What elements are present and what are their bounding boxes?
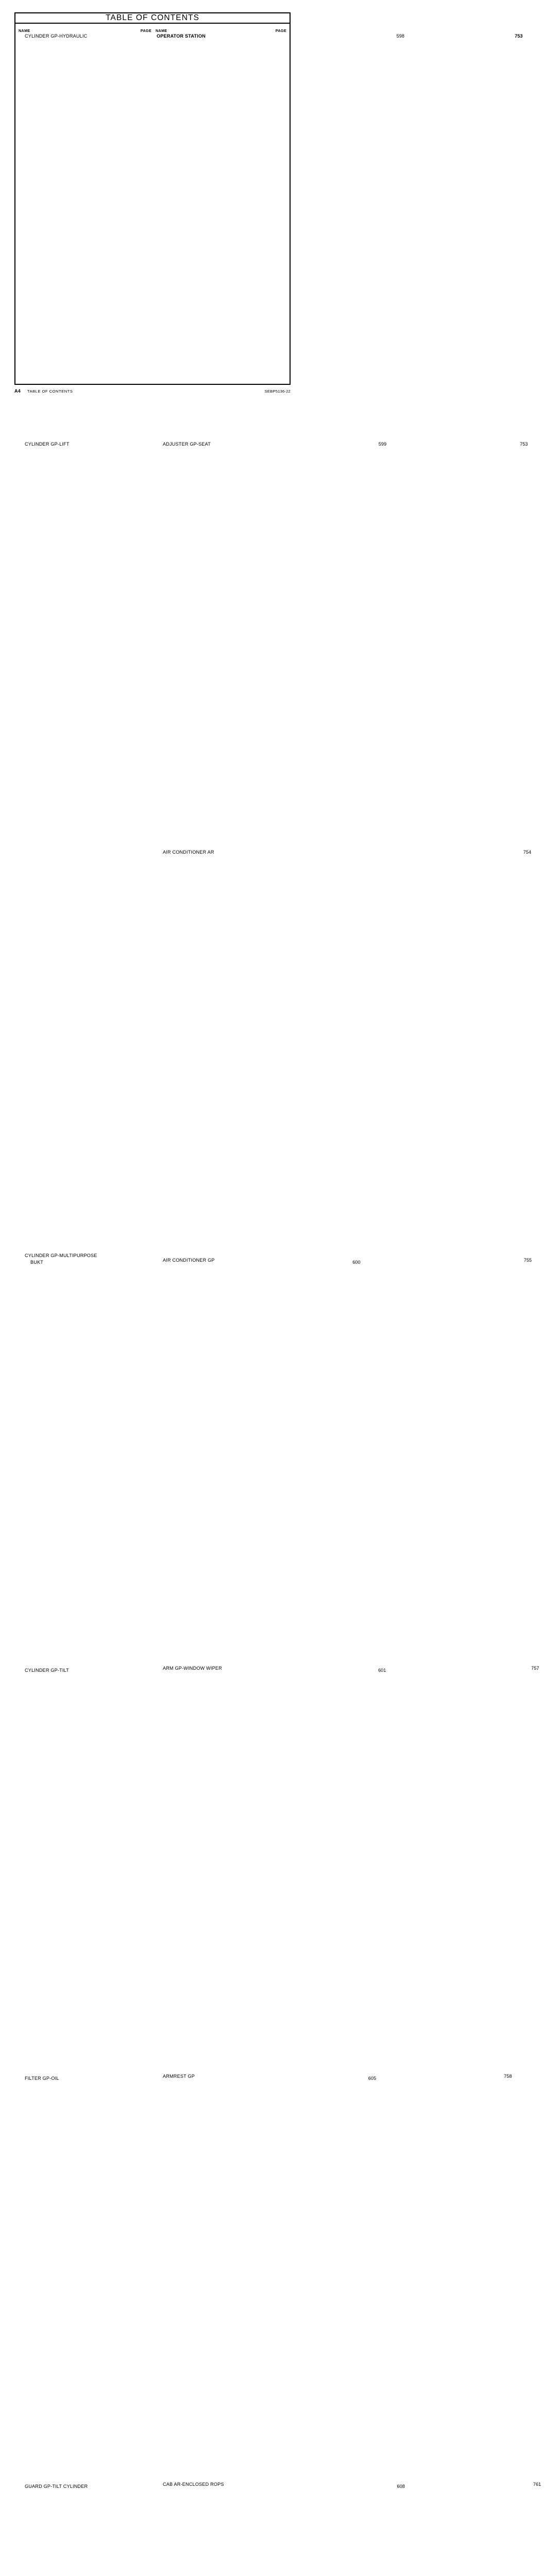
toc-entry-page-number: 755 [523, 1258, 532, 1263]
toc-entry-page-number: 600 [352, 1260, 361, 1265]
toc-entry-label: AIR CONDITIONER GP [163, 1258, 215, 1263]
toc-entry-label: FILTER GP-OIL [25, 2076, 59, 2081]
footer-page-number: A4 [14, 388, 21, 394]
toc-entry-label: CYLINDER GP-HYDRAULIC [25, 33, 88, 39]
toc-entry-page-number: 605 [368, 2076, 377, 2081]
toc-columns [15, 33, 541, 2576]
footer-document-number: SEBP5136-22 [264, 389, 291, 394]
column-header-page-left: PAGE [140, 28, 151, 33]
toc-entry-page-number: 753 [515, 33, 523, 39]
toc-entry-label: BUKT [30, 1260, 44, 1265]
column-header-right [152, 28, 286, 33]
toc-title-bar [15, 13, 290, 24]
toc-entry-page-number: 758 [504, 2074, 512, 2079]
toc-entry-label: ADJUSTER GP-SEAT [163, 442, 211, 447]
page-footer [14, 388, 291, 394]
column-header-name-right: NAME [155, 28, 167, 33]
toc-entry-label: CAB AR-ENCLOSED ROPS [163, 2482, 224, 2487]
toc-entry-page-number: 761 [533, 2482, 541, 2487]
toc-entry-label: ARM GP-WINDOW WIPER [163, 1666, 222, 1671]
column-header-page-right: PAGE [275, 28, 286, 33]
toc-entry-label: GUARD GP-TILT CYLINDER [25, 2484, 88, 2489]
toc-entry-page-number: 757 [531, 1666, 539, 1671]
column-header-name-left: NAME [19, 28, 30, 33]
toc-entry-label: ARMREST GP [163, 2074, 195, 2079]
toc-entry-page-number: 754 [523, 850, 532, 855]
toc-entry-label: OPERATOR STATION [157, 33, 206, 39]
page-title: TABLE OF CONTENTS [105, 13, 200, 22]
toc-entry-label: CYLINDER GP-LIFT [25, 442, 70, 447]
toc-entry-page-number: 599 [378, 442, 387, 447]
column-headers [15, 24, 290, 33]
toc-entry-page-number: 608 [397, 2484, 405, 2489]
toc-entry-label: AIR CONDITIONER AR [163, 850, 214, 855]
column-header-left [19, 28, 152, 33]
footer-section-label: TABLE OF CONTENTS [27, 389, 73, 394]
toc-entry-row[interactable] [19, 849, 154, 1259]
toc-entry-page-number: 598 [396, 33, 404, 39]
toc-entry-page-number: 601 [378, 1668, 386, 1673]
footer-left-group [14, 388, 73, 394]
toc-entry-page-number: 753 [520, 442, 528, 447]
toc-entry-label: CYLINDER GP-TILT [25, 1668, 69, 1673]
toc-entry-label: CYLINDER GP-MULTIPURPOSE [25, 1253, 97, 1258]
toc-entry-row[interactable] [157, 849, 532, 1257]
